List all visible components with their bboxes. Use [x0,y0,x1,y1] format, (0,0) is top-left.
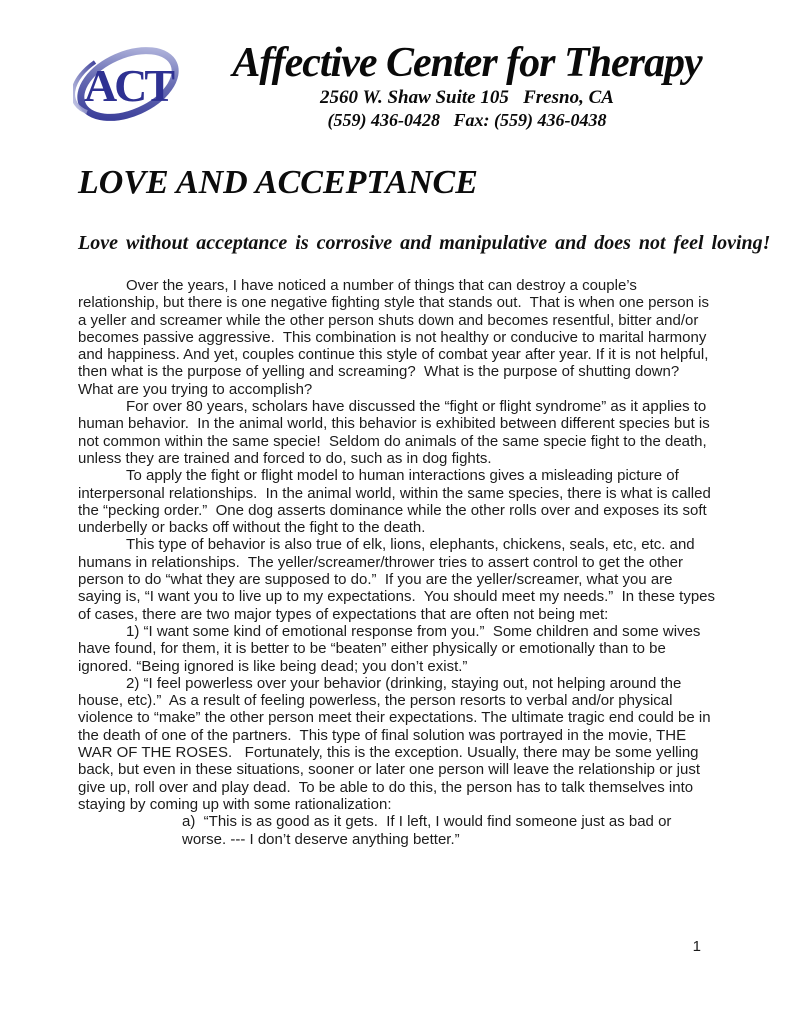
document-body [78,277,720,848]
body-paragraph-item-a: a) “This is as good as it gets. If I left, I would find someone just as bad or worse. --- I don’t deserve anything better.” [182,813,676,848]
org-name: Affective Center for Therapy [232,40,702,86]
org-phone-fax: (559) 436-0428 Fax: (559) 436-0438 [327,109,607,130]
letterhead-text [183,34,751,131]
body-paragraph: For over 80 years, scholars have discussed the “fight or flight syndrome” as it applies to human behavior. In the animal world, this behavior is exhibited between different species but is not common within the same specie! Seldom do animals of the same specie fight to the death, unless they are trained and forced to do, such as in dog fights. [78,398,714,467]
letterhead [0,0,791,134]
svg-text:ACT: ACT [83,60,173,111]
act-logo-swoosh-icon [73,34,183,134]
body-paragraph: Over the years, I have noticed a number of things that can destroy a couple’s relationship, but there is one negative fighting style that stands out. That is when one person is a yeller and screamer while the other person shuts down and becomes resentful, bitter and/or becomes passive aggressive. This combination is not healthy or conducive to marital harmony and happiness. And yet, couples continue this style of combat year after year. If it is not helpful, then what is the purpose of yelling and screaming? What is the purpose of shutting down? What are you trying to accomplish? [78,277,714,398]
body-paragraph: This type of behavior is also true of elk, lions, elephants, chickens, seals, etc, etc. and humans in relationships. The yeller/screamer/thrower tries to assert control to get the other person to do “what they are supposed to do.” If you are the yeller/screamer, what you are saying is, “I want you to live up to my expectations. You should meet my needs.” In these types of cases, there are two major types of expectations that are often not being met: [78,536,720,623]
page-subtitle: Love without acceptance is corrosive and manipulative and does not feel loving! [78,232,771,254]
act-logo [73,34,183,134]
body-paragraph-numbered-1: 1) “I want some kind of emotional response from you.” Some children and some wives have found, for them, it is better to be “beaten” either physically or emotionally than to be ignored. “Being ignored is like being dead; you don’t exist.” [78,622,705,675]
body-paragraph: To apply the fight or flight model to human interactions gives a misleading picture of interpersonal relationships. In the animal world, within the same species, there is what is called the “pecking order.” One dog asserts dominance while the other rolls over and exposes its soft underbelly or backs off without the fight to the death. [78,467,715,537]
page-title: LOVE AND ACCEPTANCE [78,164,478,201]
page-number: 1 [692,938,701,955]
body-paragraph-numbered-2: 2) “I feel powerless over your behavior (drinking, staying out, not helping around the house, etc).” As a result of feeling powerless, the person resorts to verbal and/or physical violence to “make” the other person meet their expectations. The ultimate tragic end could be in the death of one of the partners. This type of final solution was portrayed in the movie, THE WAR OF THE ROSES. Fortunately, this is the exception. Usually, there may be some yelling back, but even in these situations, sooner or later one person will leave the relationship or just give up, roll over and play dead. To be able to do this, the person has to talk themselves into staying by coming up with some rationalization: [78,674,715,813]
org-address: 2560 W. Shaw Suite 105 Fresno, CA [320,87,614,108]
